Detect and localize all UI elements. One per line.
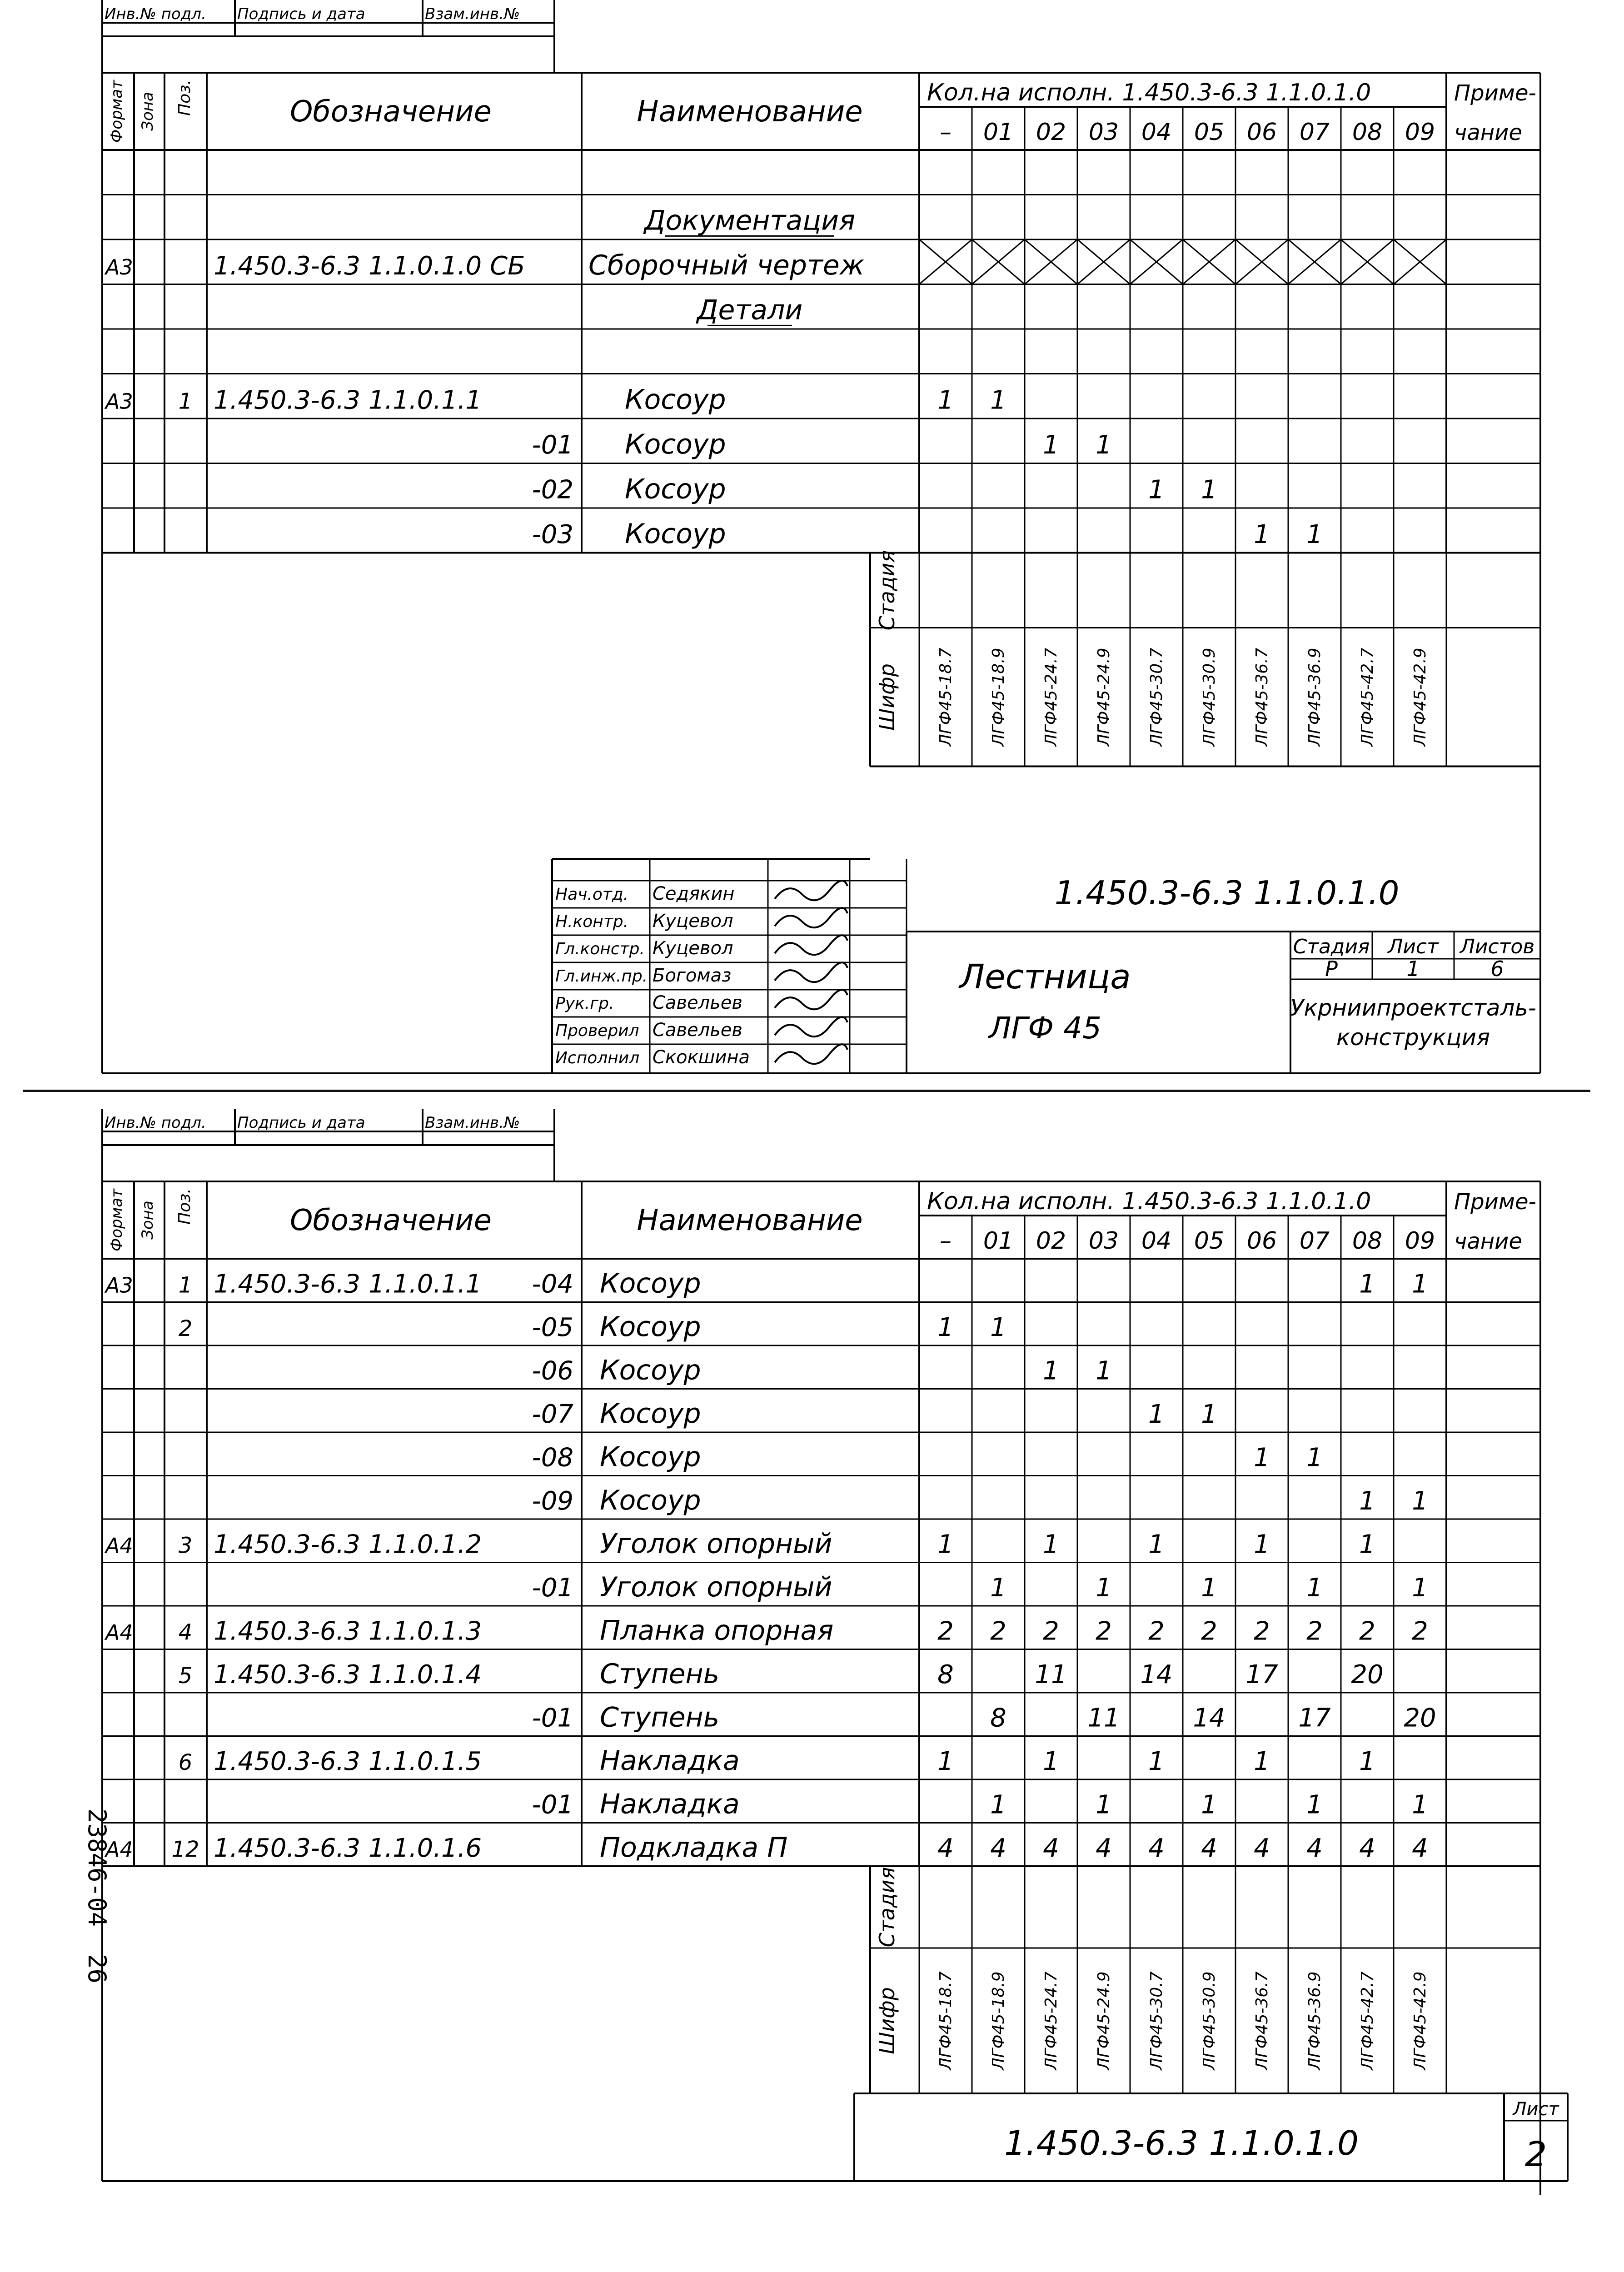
row-qty-7: 17	[1298, 1703, 1331, 1733]
cipher-6: ЛГФ45-36.7	[1253, 1971, 1271, 2070]
header-variant-8: 08	[1352, 119, 1383, 146]
row-qty-5: 1	[1201, 1790, 1217, 1820]
row-designation: 1.450.3-6.3 1.1.0.1.2	[214, 1530, 482, 1560]
cipher-0: ЛГФ45-18.7	[937, 648, 955, 747]
row-format: A3	[105, 1273, 133, 1298]
row-name: Косоур	[600, 1310, 701, 1343]
stamp-sheets-hdr: Листов	[1460, 935, 1535, 958]
header-variant-2: 02	[1036, 119, 1066, 146]
row-qty-5: 1	[1201, 1399, 1217, 1429]
row-qty-8: 1	[1359, 1269, 1375, 1299]
row-position: 6	[178, 1749, 193, 1775]
header-format: Формат	[108, 1189, 126, 1251]
row-qty-6: 17	[1245, 1659, 1278, 1689]
row-qty-2: 11	[1035, 1659, 1067, 1689]
row-qty-1: 1	[990, 1790, 1006, 1820]
row-name: Документация	[644, 204, 856, 237]
stamp-sheet-val: 1	[1406, 957, 1420, 981]
row-suffix: -02	[532, 475, 573, 505]
row-qty-6: 1	[1254, 519, 1270, 549]
row-qty-8: 4	[1359, 1833, 1375, 1863]
stamp-org-2: конструкция	[1336, 1024, 1490, 1051]
row-designation: 1.450.3-6.3 1.1.0.1.1	[214, 1269, 482, 1299]
signature-scribble	[775, 908, 847, 927]
row-qty-0: 1	[937, 1746, 954, 1776]
cipher-8: ЛГФ45-42.7	[1358, 648, 1377, 747]
cipher-9: ЛГФ45-42.9	[1411, 648, 1430, 747]
row-qty-5: 1	[1201, 475, 1217, 505]
cipher-0: ЛГФ45-18.7	[937, 1971, 955, 2070]
signature-scribble	[775, 1017, 847, 1036]
approval-vzam-label: Взам.инв.№	[425, 1114, 520, 1132]
stamp-role-2: Гл.констр.	[555, 940, 645, 958]
sheet2-sheet-val: 2	[1524, 2134, 1547, 2174]
cipher-label: Шифр	[875, 663, 899, 731]
header-pos: Поз.	[175, 1188, 194, 1225]
row-suffix: -06	[532, 1356, 573, 1386]
row-qty-6: 1	[1254, 1443, 1270, 1473]
row-qty-4: 2	[1148, 1616, 1165, 1646]
stamp-role-3: Гл.инж.пр.	[555, 967, 648, 986]
row-qty-4: 1	[1148, 475, 1165, 505]
row-suffix: -07	[532, 1399, 573, 1429]
header-variant-2: 02	[1036, 1227, 1066, 1255]
stamp-stage-hdr: Стадия	[1293, 935, 1370, 958]
row-qty-3: 1	[1096, 1573, 1112, 1603]
row-name: Детали	[697, 294, 803, 326]
approval-inv-label: Инв.№ подл.	[105, 5, 206, 23]
approval-sign-label: Подпись и дата	[237, 1114, 365, 1132]
row-qty-2: 1	[1043, 1356, 1059, 1386]
row-qty-0: 1	[937, 1530, 954, 1560]
row-format: A4	[105, 1533, 133, 1558]
sheet-1-drawing	[0, 0, 1624, 1086]
row-qty-9: 20	[1404, 1703, 1436, 1733]
header-designation: Обозначение	[289, 95, 492, 129]
row-suffix: -01	[532, 430, 573, 460]
row-qty-9: 2	[1412, 1616, 1428, 1646]
row-qty-6: 1	[1254, 1746, 1270, 1776]
stamp-name-3: Богомаз	[653, 965, 732, 986]
cipher-1: ЛГФ45-18.9	[989, 1971, 1008, 2070]
row-designation: 1.450.3-6.3 1.1.0.1.4	[214, 1659, 482, 1689]
stamp-stage-val: Р	[1325, 957, 1338, 981]
row-designation: 1.450.3-6.3 1.1.0.1.0 СБ	[214, 251, 525, 281]
row-position: 5	[178, 1663, 193, 1689]
row-suffix: -05	[532, 1312, 573, 1342]
signature-scribble	[775, 990, 847, 1009]
row-qty-2: 2	[1043, 1616, 1059, 1646]
row-qty-0: 4	[937, 1833, 954, 1863]
cipher-2: ЛГФ45-24.7	[1042, 648, 1061, 747]
row-name: Подкладка П	[600, 1831, 788, 1863]
stamp-name-1: Куцевол	[653, 911, 733, 932]
row-qty-5: 4	[1201, 1833, 1217, 1863]
header-variant-9: 09	[1405, 1227, 1435, 1255]
row-name: Косоур	[600, 1267, 701, 1300]
header-variant-8: 08	[1352, 1227, 1383, 1255]
row-qty-4: 14	[1140, 1659, 1173, 1689]
header-note-1: Приме-	[1454, 80, 1536, 106]
header-variant-7: 07	[1299, 119, 1330, 146]
cipher-7: ЛГФ45-36.9	[1305, 648, 1324, 747]
signature-scribble	[775, 1044, 847, 1064]
stage-label: Стадия	[875, 550, 899, 631]
row-qty-4: 1	[1148, 1530, 1165, 1560]
stamp-title-1: Лестница	[959, 957, 1131, 996]
row-format: A3	[105, 389, 133, 414]
row-name: Косоур	[625, 518, 726, 550]
row-qty-0: 8	[937, 1659, 954, 1689]
row-qty-0: 1	[937, 385, 954, 415]
row-suffix: -09	[532, 1486, 573, 1516]
row-qty-7: 1	[1306, 1790, 1323, 1820]
row-suffix: -08	[532, 1443, 573, 1473]
stamp-role-5: Проверил	[555, 1021, 639, 1040]
row-name: Накладка	[600, 1788, 740, 1820]
header-format: Формат	[108, 80, 126, 143]
header-kol: Кол.на исполн. 1.450.3-6.3 1.1.0.1.0	[927, 1188, 1371, 1215]
spec-sheet-1	[0, 0, 1624, 1086]
header-variant-6: 06	[1246, 119, 1277, 146]
header-variant-5: 05	[1194, 1227, 1225, 1255]
row-qty-7: 1	[1306, 1443, 1323, 1473]
row-suffix: -04	[532, 1269, 573, 1299]
row-qty-0: 2	[937, 1616, 954, 1646]
stamp-doc-code: 1.450.3-6.3 1.1.0.1.0	[1054, 874, 1400, 912]
row-qty-5: 1	[1201, 1573, 1217, 1603]
stamp-name-2: Куцевол	[653, 938, 733, 959]
cipher-7: ЛГФ45-36.9	[1305, 1971, 1324, 2070]
approval-sign-label: Подпись и дата	[237, 5, 365, 23]
row-qty-5: 14	[1193, 1703, 1225, 1733]
cipher-3: ЛГФ45-24.9	[1095, 1971, 1113, 2070]
header-kol: Кол.на исполн. 1.450.3-6.3 1.1.0.1.0	[927, 79, 1371, 106]
stamp-sheet-hdr: Лист	[1388, 935, 1439, 958]
row-qty-8: 20	[1351, 1659, 1384, 1689]
cipher-1: ЛГФ45-18.9	[989, 648, 1008, 747]
row-qty-8: 1	[1359, 1530, 1375, 1560]
row-qty-7: 2	[1306, 1616, 1323, 1646]
row-qty-3: 4	[1096, 1833, 1112, 1863]
row-qty-9: 4	[1412, 1833, 1428, 1863]
row-name: Косоур	[600, 1397, 701, 1430]
row-position: 1	[178, 389, 193, 414]
stamp-org-1: Укрниипроектсталь-	[1290, 995, 1536, 1021]
header-variant-5: 05	[1194, 119, 1225, 146]
row-qty-1: 1	[990, 1312, 1006, 1342]
stamp-title-2: ЛГФ 45	[988, 1011, 1102, 1046]
sheet2-doc-code: 1.450.3-6.3 1.1.0.1.0	[1004, 2124, 1359, 2163]
row-name: Косоур	[625, 428, 726, 460]
signature-scribble	[775, 962, 847, 982]
header-variant-4: 04	[1141, 119, 1172, 146]
stamp-role-4: Рук.гр.	[555, 994, 614, 1013]
row-qty-9: 1	[1412, 1486, 1428, 1516]
row-suffix: -01	[532, 1790, 573, 1820]
stamp-name-0: Седякин	[653, 883, 735, 904]
row-name: Уголок опорный	[600, 1571, 832, 1603]
row-qty-5: 2	[1201, 1616, 1217, 1646]
header-name: Наименование	[637, 95, 863, 129]
row-qty-8: 2	[1359, 1616, 1375, 1646]
row-name: Косоур	[625, 473, 726, 505]
header-variant-0: –	[940, 119, 951, 146]
row-name: Накладка	[600, 1744, 740, 1777]
stamp-role-6: Исполнил	[555, 1049, 640, 1067]
cipher-5: ЛГФ45-30.9	[1200, 1971, 1219, 2070]
stamp-name-5: Савельев	[653, 1020, 742, 1041]
sheet-separator	[23, 1090, 1590, 1092]
row-designation: 1.450.3-6.3 1.1.0.1.3	[214, 1616, 482, 1646]
cipher-3: ЛГФ45-24.9	[1095, 648, 1113, 747]
header-variant-1: 01	[983, 1227, 1014, 1255]
row-qty-3: 11	[1087, 1703, 1120, 1733]
row-name: Косоур	[600, 1484, 701, 1516]
row-qty-6: 1	[1254, 1530, 1270, 1560]
row-qty-3: 1	[1096, 430, 1112, 460]
row-name: Сборочный чертеж	[588, 249, 864, 281]
row-qty-6: 2	[1254, 1616, 1270, 1646]
header-variant-1: 01	[983, 119, 1014, 146]
row-position: 4	[178, 1619, 193, 1645]
header-variant-0: –	[940, 1227, 951, 1255]
row-name: Планка опорная	[600, 1614, 834, 1647]
cipher-5: ЛГФ45-30.9	[1200, 648, 1219, 747]
row-name: Косоур	[625, 384, 726, 416]
signature-scribble	[775, 881, 847, 900]
header-variant-7: 07	[1299, 1227, 1330, 1255]
row-position: 12	[171, 1836, 199, 1862]
approval-inv-label: Инв.№ подл.	[105, 1114, 206, 1132]
row-qty-4: 1	[1148, 1746, 1165, 1776]
row-position: 3	[178, 1533, 193, 1559]
row-qty-1: 1	[990, 385, 1006, 415]
row-qty-1: 1	[990, 1573, 1006, 1603]
row-qty-6: 4	[1254, 1833, 1270, 1863]
header-note-2: чание	[1454, 1229, 1522, 1254]
stamp-name-4: Савельев	[653, 992, 742, 1013]
header-variant-3: 03	[1088, 1227, 1119, 1255]
cipher-4: ЛГФ45-30.7	[1147, 1971, 1166, 2070]
header-zone: Зона	[139, 92, 157, 131]
row-qty-7: 1	[1306, 519, 1323, 549]
sheet-2-drawing	[0, 1109, 1624, 2263]
row-qty-9: 1	[1412, 1790, 1428, 1820]
row-qty-2: 1	[1043, 430, 1059, 460]
row-qty-4: 4	[1148, 1833, 1165, 1863]
row-name: Ступень	[600, 1658, 720, 1690]
row-format: A4	[105, 1837, 133, 1862]
row-qty-8: 1	[1359, 1746, 1375, 1776]
header-variant-4: 04	[1141, 1227, 1172, 1255]
row-qty-4: 1	[1148, 1399, 1165, 1429]
row-name: Косоур	[600, 1441, 701, 1473]
row-designation: 1.450.3-6.3 1.1.0.1.5	[214, 1746, 482, 1776]
approval-vzam-label: Взам.инв.№	[425, 5, 520, 23]
sheet2-sheet-hdr: Лист	[1513, 2099, 1559, 2120]
cipher-8: ЛГФ45-42.7	[1358, 1971, 1377, 2070]
row-qty-2: 1	[1043, 1746, 1059, 1776]
archive-page: 26	[83, 1954, 111, 1984]
archive-side-code	[64, 1799, 111, 1990]
row-qty-3: 2	[1096, 1616, 1112, 1646]
header-pos: Поз.	[175, 80, 194, 116]
row-qty-7: 1	[1306, 1573, 1323, 1603]
stamp-role-1: Н.контр.	[555, 912, 629, 931]
stamp-name-6: Скокшина	[653, 1047, 750, 1068]
row-qty-9: 1	[1412, 1573, 1428, 1603]
row-qty-3: 1	[1096, 1356, 1112, 1386]
cipher-2: ЛГФ45-24.7	[1042, 1971, 1061, 2070]
row-qty-8: 1	[1359, 1486, 1375, 1516]
row-qty-2: 1	[1043, 1530, 1059, 1560]
row-name: Косоур	[600, 1354, 701, 1386]
stamp-sheets-val: 6	[1490, 957, 1504, 981]
row-designation: 1.450.3-6.3 1.1.0.1.1	[214, 385, 482, 415]
row-qty-9: 1	[1412, 1269, 1428, 1299]
row-qty-3: 1	[1096, 1790, 1112, 1820]
row-suffix: -01	[532, 1573, 573, 1603]
row-qty-0: 1	[937, 1312, 954, 1342]
header-variant-9: 09	[1405, 119, 1435, 146]
header-variant-6: 06	[1246, 1227, 1277, 1255]
header-note-2: чание	[1454, 120, 1522, 145]
header-designation: Обозначение	[289, 1204, 492, 1237]
signature-scribble	[775, 935, 847, 955]
row-qty-2: 4	[1043, 1833, 1059, 1863]
row-designation: 1.450.3-6.3 1.1.0.1.6	[214, 1833, 482, 1863]
cipher-4: ЛГФ45-30.7	[1147, 648, 1166, 747]
row-qty-1: 2	[990, 1616, 1006, 1646]
row-suffix: -01	[532, 1703, 573, 1733]
row-suffix: -03	[532, 519, 573, 549]
row-format: A4	[105, 1620, 133, 1645]
row-position: 2	[178, 1315, 193, 1341]
stage-label: Стадия	[875, 1867, 899, 1948]
cipher-9: ЛГФ45-42.9	[1411, 1971, 1430, 2070]
row-format: A3	[105, 254, 133, 279]
header-variant-3: 03	[1088, 119, 1119, 146]
header-zone: Зона	[139, 1201, 157, 1240]
row-position: 1	[178, 1272, 193, 1298]
row-name: Ступень	[600, 1701, 720, 1734]
row-name: Уголок опорный	[600, 1528, 832, 1560]
spec-sheet-2	[0, 1109, 1624, 2263]
row-qty-1: 4	[990, 1833, 1006, 1863]
header-note-1: Приме-	[1454, 1189, 1536, 1215]
cipher-6: ЛГФ45-36.7	[1253, 648, 1271, 747]
header-name: Наименование	[637, 1204, 863, 1237]
cipher-label: Шифр	[875, 1987, 899, 2054]
row-qty-1: 8	[990, 1703, 1006, 1733]
archive-number: 23846-04	[83, 1809, 111, 1927]
stamp-role-0: Нач.отд.	[555, 885, 629, 904]
row-qty-7: 4	[1306, 1833, 1323, 1863]
